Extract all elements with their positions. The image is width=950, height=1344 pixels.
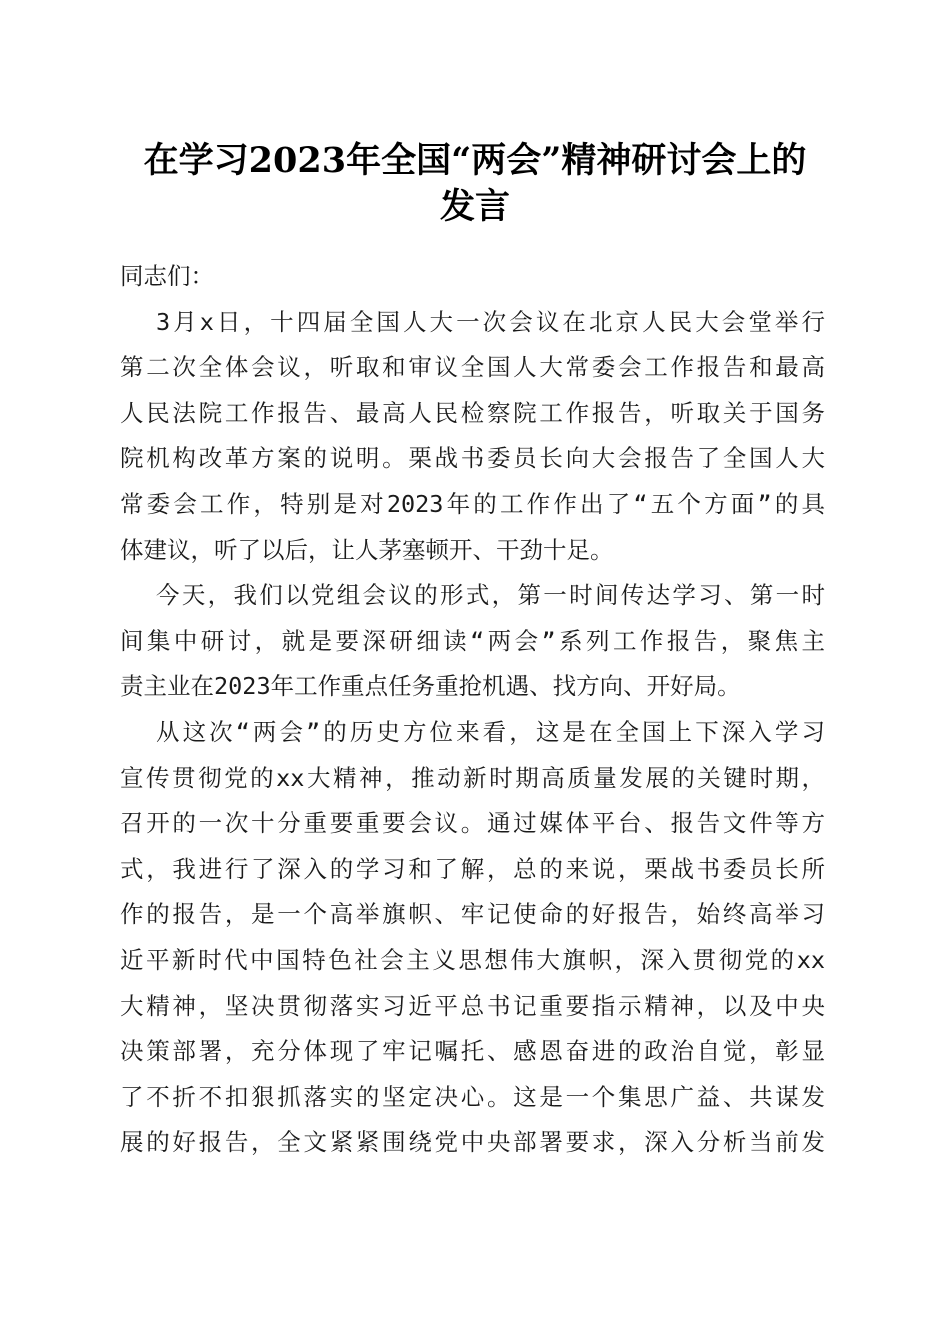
paragraph-line: 从这次“两会”的历史方位来看，这是在全国上下深入学习 [156, 717, 825, 746]
paragraph-line: 了不折不扣狠抓落实的坚定决心。这是一个集思广益、共谋发 [120, 1082, 825, 1111]
paragraph-2 [120, 573, 825, 710]
paragraph-line: 宣传贯彻党的xx大精神，推动新时期高质量发展的关键时期， [120, 763, 825, 792]
paragraph-line: 责主业在2023年工作重点任务重抢机遇、找方向、开好局。 [120, 672, 741, 701]
title-line-2: 发言 [439, 186, 510, 227]
paragraph-line: 近平新时代中国特色社会主义思想伟大旗帜，深入贯彻党的xx [120, 945, 825, 974]
paragraph-line: 决策部署，充分体现了牢记嘱托、感恩奋进的政治自觉，彰显 [120, 1037, 825, 1066]
paragraph-line: 式，我进行了深入的学习和了解，总的来说，栗战书委员长所 [120, 854, 825, 883]
paragraph-line: 大精神，坚决贯彻落实习近平总书记重要指示精神，以及中央 [120, 991, 825, 1020]
paragraph-line: 今天，我们以党组会议的形式，第一时间传达学习、第一时 [156, 581, 825, 610]
paragraph-3 [120, 710, 825, 1166]
document-body [120, 254, 825, 1166]
paragraph-line: 间集中研讨，就是要深研细读“两会”系列工作报告，聚焦主 [120, 626, 825, 655]
paragraph-1 [120, 300, 825, 574]
title-line-1: 在学习2023年全国“两会”精神研讨会上的 [143, 140, 807, 181]
paragraph-line: 院机构改革方案的说明。栗战书委员长向大会报告了全国人大 [120, 444, 825, 473]
paragraph-line: 第二次全体会议，听取和审议全国人大常委会工作报告和最高 [120, 353, 825, 382]
document-title [110, 138, 840, 230]
paragraph-line: 召开的一次十分重要重要会议。通过媒体平台、报告文件等方 [120, 809, 825, 838]
paragraph-line: 体建议，听了以后，让人茅塞顿开、干劲十足。 [120, 535, 614, 564]
paragraph-line: 展的好报告，全文紧紧围绕党中央部署要求，深入分析当前发 [120, 1128, 825, 1157]
salutation: 同志们： [120, 262, 214, 290]
paragraph-line: 人民法院工作报告、最高人民检察院工作报告，听取关于国务 [120, 398, 825, 427]
paragraph-line: 作的报告，是一个高举旗帜、牢记使命的好报告，始终高举习 [120, 900, 825, 929]
paragraph-line: 常委会工作，特别是对2023年的工作作出了“五个方面”的具 [120, 489, 825, 518]
paragraph-line: 3月x日，十四届全国人大一次会议在北京人民大会堂举行 [156, 307, 825, 336]
